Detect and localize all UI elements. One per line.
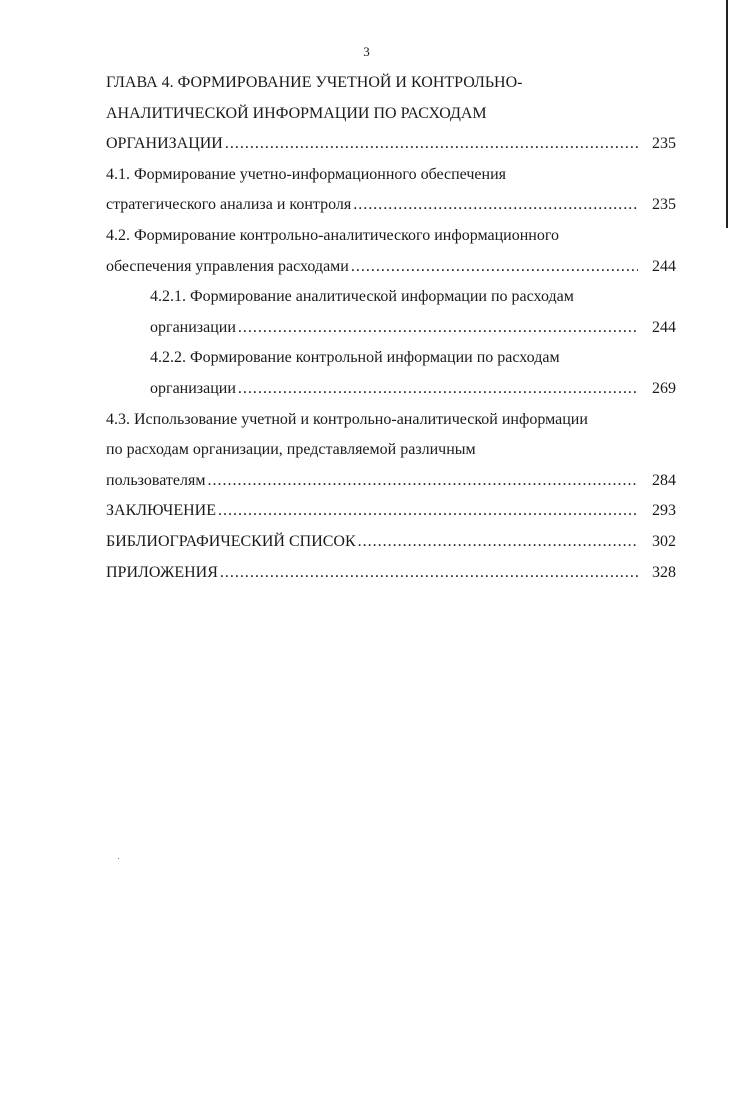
toc-bibliography-entry[interactable] [106, 527, 676, 558]
toc-4-1-entry[interactable] [106, 190, 676, 221]
toc-bibliography-title: БИБЛИОГРАФИЧЕСКИЙ СПИСОК [106, 532, 356, 550]
toc-chapter4-title-part2: АНАЛИТИЧЕСКОЙ ИНФОРМАЦИИ ПО РАСХОДАМ [106, 104, 487, 122]
page-number: 3 [363, 44, 370, 59]
toc-appendices-title: ПРИЛОЖЕНИЯ [106, 563, 218, 581]
toc-4-2-page: 244 [652, 257, 676, 275]
toc-chapter4-page: 235 [652, 135, 676, 153]
dot-leader [238, 313, 638, 344]
toc-4-1-title-part1: 4.1. Формирование учетно-информационного обеспечения [106, 165, 506, 183]
toc-4-3-line2 [106, 435, 676, 466]
toc-appendices-page: 328 [652, 563, 676, 581]
toc-4-2-title-part2: обеспечения управления расходами [106, 257, 349, 275]
toc-4-2-1-line1 [106, 282, 676, 313]
toc-4-2-1-page: 244 [652, 318, 676, 336]
dot-leader [238, 374, 638, 405]
toc-chapter4-title-part1: ГЛАВА 4. ФОРМИРОВАНИЕ УЧЕТНОЙ И КОНТРОЛЬНО- [106, 74, 523, 91]
toc-4-2-2-line1 [106, 343, 676, 374]
toc-chapter4-line1 [106, 68, 676, 99]
toc-chapter4-line2 [106, 99, 676, 130]
toc-4-3-title-part2: по расходам организации, представляемой различным [106, 441, 476, 459]
toc-4-2-title-part1: 4.2. Формирование контрольно-аналитического информационного [106, 226, 559, 244]
toc-4-2-1-title-part2: организации [150, 318, 236, 336]
toc-4-2-2-title-part2: организации [150, 379, 236, 397]
toc-4-2-2-title-part1: 4.2.2. Формирование контрольной информации по расходам [150, 349, 560, 367]
toc-4-2-line1 [106, 221, 676, 252]
toc-4-1-title-part2: стратегического анализа и контроля [106, 196, 352, 214]
dot-leader [351, 252, 638, 283]
toc-conclusion-title: ЗАКЛЮЧЕНИЕ [106, 502, 216, 520]
toc-4-3-title-part1: 4.3. Использование учетной и контрольно-аналитической информации [106, 410, 588, 428]
toc-4-2-2-entry[interactable] [106, 374, 676, 405]
dot-leader [358, 527, 638, 558]
dot-leader [225, 129, 638, 160]
scan-edge-line [726, 0, 728, 228]
toc-4-2-2-page: 269 [652, 379, 676, 397]
toc-chapter4-title-part3: ОРГАНИЗАЦИИ [106, 135, 223, 153]
toc-conclusion-page: 293 [652, 502, 676, 520]
scan-speck [118, 858, 119, 859]
toc-4-2-1-title-part1: 4.2.1. Формирование аналитической информации по расходам [150, 288, 574, 306]
dot-leader [220, 558, 638, 589]
toc-4-1-line1 [106, 160, 676, 191]
dot-leader [353, 190, 638, 221]
toc-appendices-entry[interactable] [106, 558, 676, 589]
toc-4-1-page: 235 [652, 196, 676, 214]
dot-leader [218, 496, 638, 527]
toc-4-3-title-part3: пользователям [106, 471, 206, 489]
toc-4-3-page: 284 [652, 471, 676, 489]
toc-bibliography-page: 302 [652, 532, 676, 550]
toc-4-2-entry[interactable] [106, 252, 676, 283]
toc-4-3-entry[interactable] [106, 466, 676, 497]
toc-conclusion-entry[interactable] [106, 496, 676, 527]
table-of-contents [106, 68, 676, 588]
toc-4-2-1-entry[interactable] [106, 313, 676, 344]
toc-chapter4-entry[interactable] [106, 129, 676, 160]
toc-4-3-line1 [106, 405, 676, 436]
dot-leader [207, 466, 638, 497]
